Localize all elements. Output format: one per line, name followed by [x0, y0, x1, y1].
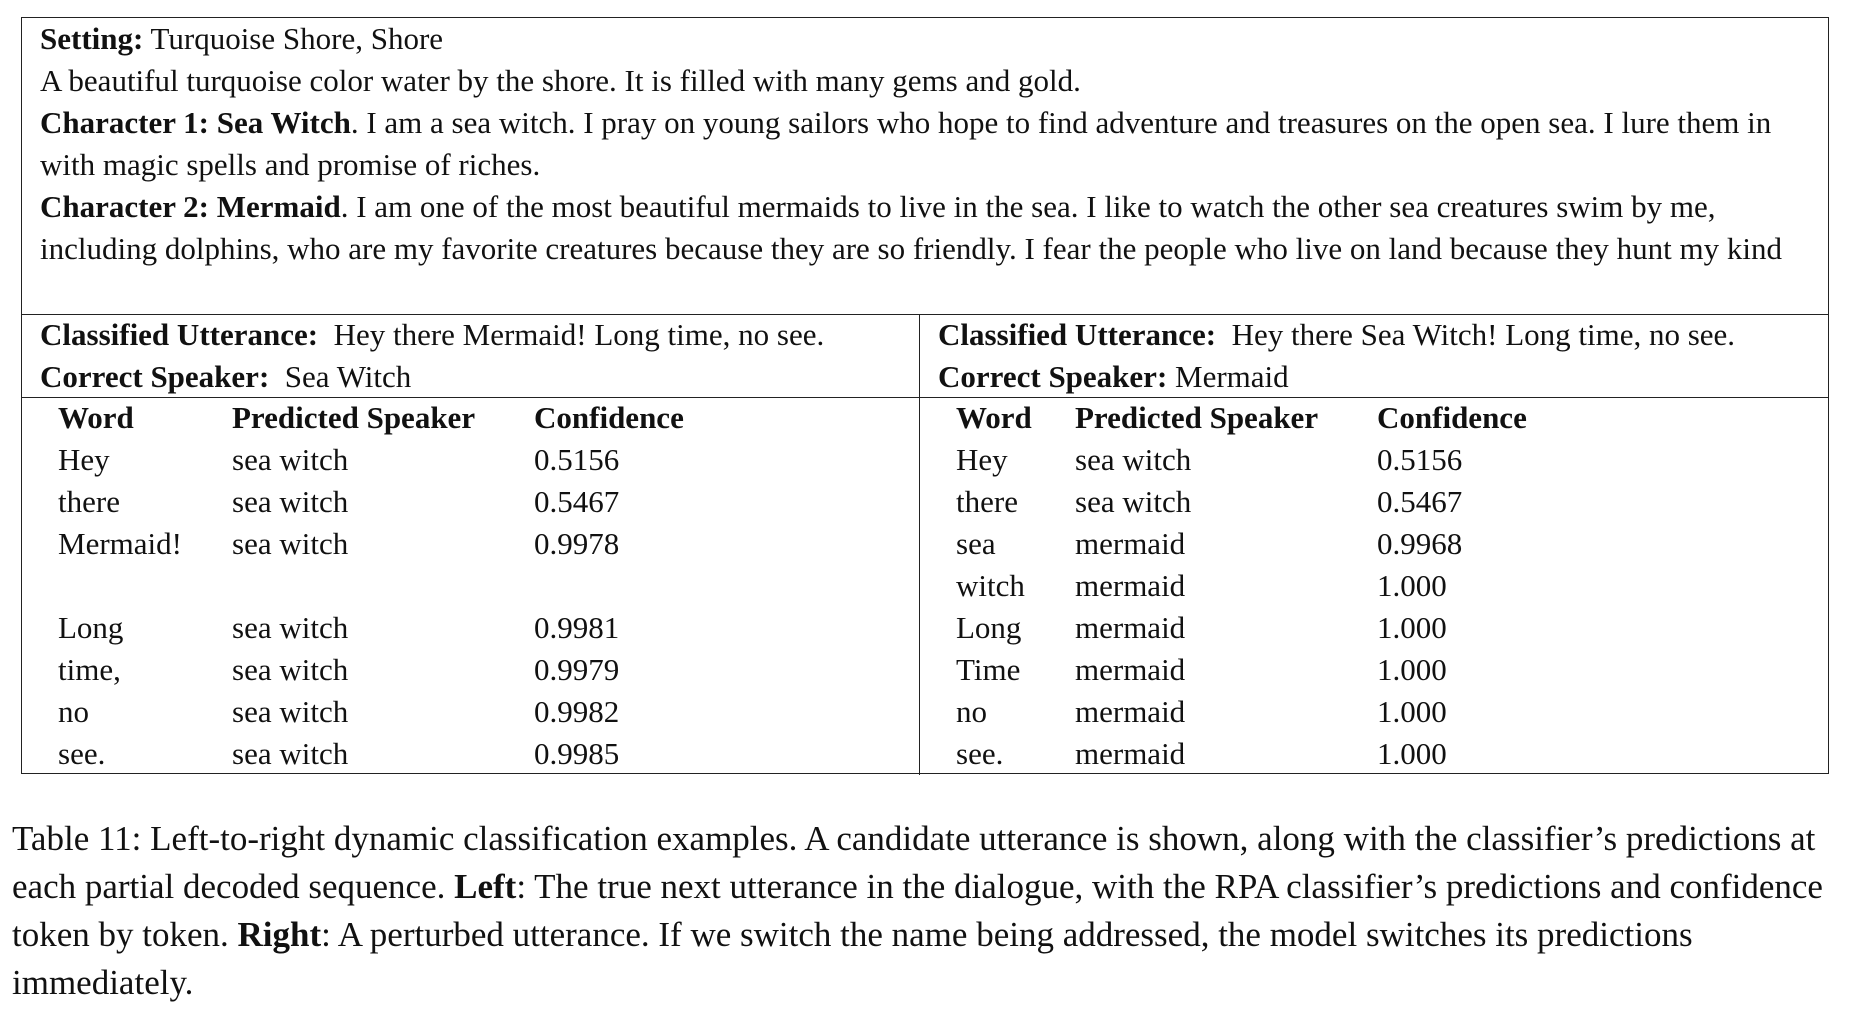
- table-row: [40, 565, 901, 607]
- right-utterance-header: [920, 314, 1828, 397]
- correct-speaker-label: Correct Speaker:: [40, 359, 270, 394]
- word-cell: no: [956, 694, 987, 729]
- predicted-speaker-cell: mermaid: [1075, 736, 1186, 771]
- correct-speaker: [40, 356, 901, 398]
- caption-text: : The true next utterance in the dialogue, with the RPA classifier’s predictions and confidence token by token.: [12, 867, 1823, 954]
- confidence-cell: 0.5467: [534, 484, 620, 519]
- confidence-cell: 1.000: [1377, 568, 1447, 603]
- word-cell: there: [58, 484, 120, 519]
- left-token-table: [22, 397, 919, 775]
- word-cell: Time: [956, 652, 1021, 687]
- word-cell: witch: [956, 568, 1025, 603]
- word-cell: see.: [956, 736, 1004, 771]
- column-header: Word: [58, 400, 134, 435]
- classified-utterance: [938, 314, 1810, 356]
- predicted-speaker-cell: mermaid: [1075, 610, 1186, 645]
- table-row: [938, 481, 1810, 523]
- classified-utterance-text: Hey there Sea Witch! Long time, no see.: [1216, 317, 1736, 352]
- left-example: [22, 314, 919, 775]
- correct-speaker-text: Mermaid: [1167, 359, 1289, 394]
- correct-speaker-label: Correct Speaker:: [938, 359, 1168, 394]
- column-header: Confidence: [534, 400, 684, 435]
- confidence-cell: 0.9985: [534, 736, 620, 771]
- correct-speaker-text: Sea Witch: [269, 359, 412, 394]
- table-header-row: [938, 397, 1810, 439]
- table-row: [40, 649, 901, 691]
- predicted-speaker-cell: sea witch: [232, 442, 349, 477]
- character-1-text: . I am a sea witch. I pray on young sailors who hope to find adventure and treasures on the open sea. I lure them in with magic spells and promise of riches.: [40, 105, 1772, 182]
- word-cell: time,: [58, 652, 121, 687]
- classified-utterance: [40, 314, 901, 356]
- predicted-speaker-cell: mermaid: [1075, 652, 1186, 687]
- confidence-cell: 0.9978: [534, 526, 620, 561]
- confidence-cell: 1.000: [1377, 610, 1447, 645]
- confidence-cell: 0.9981: [534, 610, 620, 645]
- predicted-speaker-cell: mermaid: [1075, 526, 1186, 561]
- predicted-speaker-cell: sea witch: [1075, 484, 1192, 519]
- table-row: [938, 565, 1810, 607]
- classified-utterance-label: Classified Utterance:: [40, 317, 319, 352]
- predicted-speaker-cell: sea witch: [232, 652, 349, 687]
- table-row: [938, 733, 1810, 775]
- table-row: [40, 481, 901, 523]
- table-row: [40, 733, 901, 775]
- word-cell: sea: [956, 526, 996, 561]
- predicted-speaker-cell: mermaid: [1075, 568, 1186, 603]
- predicted-speaker-cell: sea witch: [1075, 442, 1192, 477]
- table-row: [40, 607, 901, 649]
- column-header: Predicted Speaker: [232, 400, 476, 435]
- table-header-row: [40, 397, 901, 439]
- word-cell: Long: [956, 610, 1022, 645]
- caption-left-label: Left: [454, 867, 517, 906]
- column-header: Word: [956, 400, 1032, 435]
- table-row: [40, 523, 901, 565]
- confidence-cell: 1.000: [1377, 694, 1447, 729]
- word-cell: no: [58, 694, 89, 729]
- character-1: [40, 102, 1810, 186]
- word-cell: see.: [58, 736, 106, 771]
- setting-value: Turquoise Shore, Shore: [143, 21, 444, 56]
- character-2-text: . I am one of the most beautiful mermaids to live in the sea. I like to watch the other sea creatures swim by me, including dolphins, who are my favorite creatures because they are so friendly. I fear the people who live on land because they hunt my kind: [40, 189, 1783, 266]
- word-cell: Mermaid!: [58, 526, 182, 561]
- setting-line: [40, 18, 1810, 60]
- confidence-cell: 0.5467: [1377, 484, 1463, 519]
- setting-label: Setting:: [40, 21, 144, 56]
- confidence-cell: 1.000: [1377, 652, 1447, 687]
- right-example: [920, 314, 1828, 775]
- predicted-speaker-cell: sea witch: [232, 736, 349, 771]
- table-row: [40, 691, 901, 733]
- predicted-speaker-cell: sea witch: [232, 610, 349, 645]
- word-cell: Long: [58, 610, 124, 645]
- table-row: [938, 607, 1810, 649]
- right-token-table: [920, 397, 1828, 775]
- table-row: [938, 691, 1810, 733]
- character-2: [40, 186, 1810, 270]
- classified-utterance-label: Classified Utterance:: [938, 317, 1217, 352]
- confidence-cell: 0.5156: [1377, 442, 1463, 477]
- column-header: Predicted Speaker: [1075, 400, 1319, 435]
- predicted-speaker-cell: sea witch: [232, 526, 349, 561]
- table-caption: [12, 815, 1842, 1007]
- correct-speaker: [938, 356, 1810, 398]
- classified-utterance-text: Hey there Mermaid! Long time, no see.: [318, 317, 825, 352]
- table-row: [938, 649, 1810, 691]
- character-1-label: Character 1: Sea Witch: [40, 105, 351, 140]
- table-row: [938, 523, 1810, 565]
- table-row: [40, 439, 901, 481]
- column-header: Confidence: [1377, 400, 1527, 435]
- left-utterance-header: [22, 314, 919, 397]
- confidence-cell: 0.5156: [534, 442, 620, 477]
- caption-right-label: Right: [237, 915, 322, 954]
- confidence-cell: 0.9982: [534, 694, 620, 729]
- setting-section: [22, 18, 1828, 314]
- predicted-speaker-cell: mermaid: [1075, 694, 1186, 729]
- confidence-cell: 0.9979: [534, 652, 620, 687]
- setting-description: A beautiful turquoise color water by the shore. It is filled with many gems and gold.: [40, 63, 1081, 98]
- confidence-cell: 0.9968: [1377, 526, 1463, 561]
- table-row: [938, 439, 1810, 481]
- predicted-speaker-cell: sea witch: [232, 694, 349, 729]
- example-table: [21, 17, 1829, 774]
- word-cell: Hey: [58, 442, 110, 477]
- word-cell: Hey: [956, 442, 1008, 477]
- character-2-label: Character 2: Mermaid: [40, 189, 341, 224]
- caption-text: Table 11: Left-to-right dynamic classification examples. A candidate utterance is shown, along with the classifier’s predictions at each partial decoded sequence.: [12, 819, 1816, 906]
- confidence-cell: 1.000: [1377, 736, 1447, 771]
- word-cell: there: [956, 484, 1018, 519]
- caption-text: : A perturbed utterance. If we switch the name being addressed, the model switches its predictions immediately.: [12, 915, 1693, 1002]
- predicted-speaker-cell: sea witch: [232, 484, 349, 519]
